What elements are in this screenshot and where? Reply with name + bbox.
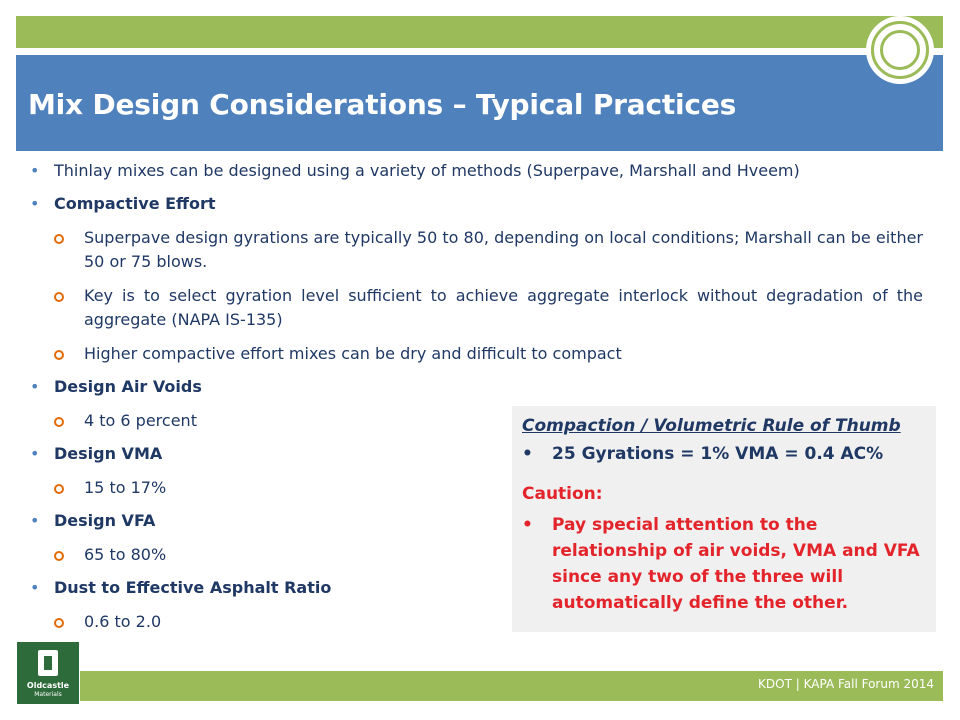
bullet-heading: Design VFA <box>54 511 156 530</box>
bullet-dot-icon: • <box>30 511 40 530</box>
top-accent-bar <box>16 16 943 48</box>
ring-bullet-icon <box>54 484 64 494</box>
bullet-dot-icon: • <box>30 578 40 597</box>
caution-title: Caution: <box>522 484 603 504</box>
bullet-air-voids <box>28 376 923 398</box>
rule-box-title: Compaction / Volumetric Rule of Thumb <box>522 416 901 436</box>
bullet-dot-icon: • <box>522 444 533 464</box>
sub-bullet-gyrations <box>28 226 923 274</box>
oldcastle-logo <box>16 641 80 705</box>
ring-bullet-icon <box>54 417 64 427</box>
ring-bullet-icon <box>54 292 64 302</box>
bullet-heading: Dust to Effective Asphalt Ratio <box>54 578 332 597</box>
ring-bullet-icon <box>54 234 64 244</box>
bullet-dot-icon: • <box>30 161 40 180</box>
slide-title: Mix Design Considerations – Typical Practices <box>28 88 737 121</box>
bullet-dot-icon: • <box>522 515 533 535</box>
bullet-intro <box>28 160 923 182</box>
bullet-dot-icon: • <box>30 377 40 396</box>
bullet-heading: Design Air Voids <box>54 377 202 396</box>
logo-name: Oldcastle <box>26 681 70 690</box>
sub-bullet-higher-effort <box>28 342 923 366</box>
logo-subtitle: Materials <box>34 691 62 698</box>
rule-box-item-text: 25 Gyrations = 1% VMA = 0.4 AC% <box>552 444 884 464</box>
bullet-text: Thinlay mixes can be designed using a variety of methods (Superpave, Marshall and Hveem) <box>54 161 800 180</box>
sub-bullet-text: 0.6 to 2.0 <box>84 612 162 631</box>
bullet-heading: Compactive Effort <box>54 194 216 213</box>
sub-bullet-gyration-level <box>28 284 923 332</box>
logo-mark-icon <box>38 650 58 676</box>
bullet-dot-icon: • <box>30 444 40 463</box>
sub-bullet-text: Superpave design gyrations are typically 50 to 80, depending on local conditions; Marshall can be either 50 or 75 blows. <box>84 228 923 271</box>
bullet-heading: Design VMA <box>54 444 163 463</box>
rule-of-thumb-box <box>512 406 936 632</box>
sub-bullet-text: Higher compactive effort mixes can be dry and difficult to compact <box>84 344 622 363</box>
decorative-ring-inner <box>880 30 920 70</box>
sub-bullet-text: Key is to select gyration level sufficient to achieve aggregate interlock without degradation of the aggregate (NAPA IS-135) <box>84 286 923 329</box>
ring-bullet-icon <box>54 551 64 561</box>
ring-bullet-icon <box>54 618 64 628</box>
bullet-compactive-effort <box>28 193 923 215</box>
caution-item-text: Pay special attention to the relationship of air voids, VMA and VFA since any two of the three will automatically define the other. <box>552 515 920 613</box>
sub-bullet-text: 4 to 6 percent <box>84 411 197 430</box>
ring-bullet-icon <box>54 350 64 360</box>
sub-bullet-text: 65 to 80% <box>84 545 167 564</box>
caution-item <box>522 512 927 616</box>
footer-text: KDOT | KAPA Fall Forum 2014 <box>758 677 934 691</box>
sub-bullet-text: 15 to 17% <box>84 478 167 497</box>
bullet-dot-icon: • <box>30 194 40 213</box>
